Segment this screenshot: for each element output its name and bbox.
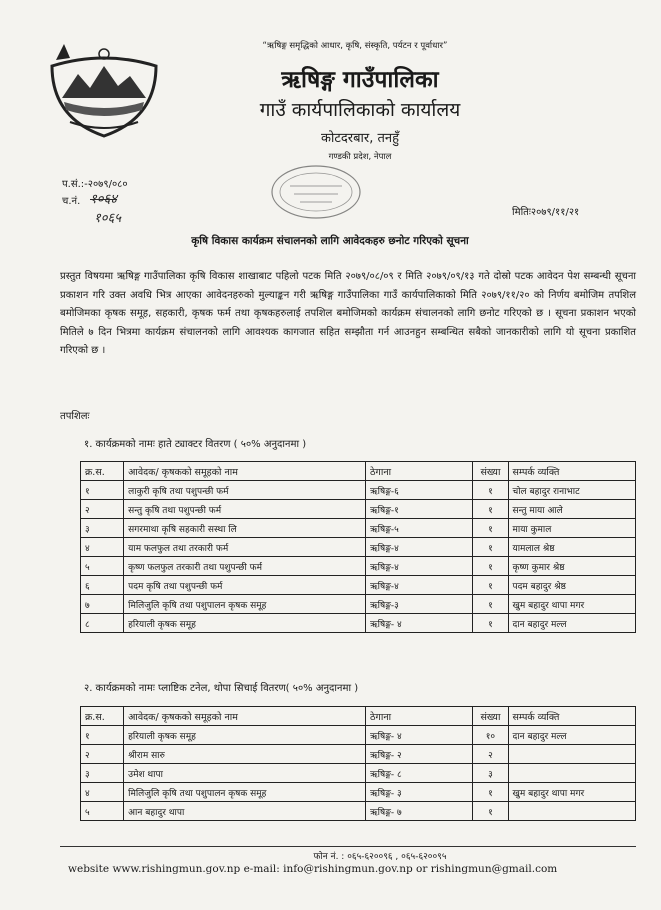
cell-address: ऋषिङ्ग- ७ bbox=[366, 802, 473, 821]
header-contact: सम्पर्क व्यक्ति bbox=[508, 707, 636, 726]
table-row bbox=[81, 745, 636, 764]
cell-serial: १ bbox=[81, 481, 124, 500]
cell-serial: ३ bbox=[81, 764, 124, 783]
table-row bbox=[81, 519, 636, 538]
cell-contact bbox=[508, 745, 636, 764]
cn-label: च.नं. bbox=[62, 196, 81, 207]
footer-phone: फोन नं. : ०६५-६२००९६ , ०६५-६२००९५ bbox=[313, 852, 447, 862]
cell-applicant: सन्तु कृषि तथा पशुपन्छी फर्म bbox=[124, 500, 366, 519]
cn-struck-value: १०६४ bbox=[90, 192, 118, 207]
cell-address: ऋषिङ्ग-३ bbox=[366, 595, 473, 614]
office-seal-stamp-icon bbox=[268, 162, 364, 222]
program-1-rows bbox=[81, 481, 636, 633]
address: कोटदरबार, तनहुँ bbox=[320, 131, 400, 146]
cell-contact bbox=[508, 764, 636, 783]
cell-contact: यामलाल श्रेष्ठ bbox=[508, 538, 636, 557]
header-applicant: आवेदक/ कृषकको समूहको नाम bbox=[124, 462, 366, 481]
cell-applicant: कृष्ण फलफुल तरकारी तथा पशुपन्छी फर्म bbox=[124, 557, 366, 576]
cell-address: ऋषिङ्ग- ३ bbox=[366, 783, 473, 802]
cn-handwritten-value: १०६५ bbox=[94, 211, 122, 226]
table-row bbox=[81, 802, 636, 821]
cell-contact: माया कुमाल bbox=[508, 519, 636, 538]
cell-contact: सन्तु माया आले bbox=[508, 500, 636, 519]
cell-count: १ bbox=[473, 538, 508, 557]
cell-address: ऋषिङ्ग- ८ bbox=[366, 764, 473, 783]
cell-applicant: उमेश थापा bbox=[124, 764, 366, 783]
table-row bbox=[81, 614, 636, 633]
cell-serial: ५ bbox=[81, 557, 124, 576]
cell-count: १० bbox=[473, 726, 508, 745]
cell-serial: २ bbox=[81, 500, 124, 519]
cell-count: १ bbox=[473, 576, 508, 595]
notice-date: मितिः२०७९/११/२१ bbox=[512, 207, 580, 218]
cell-contact: चोल बहादुर रानाभाट bbox=[508, 481, 636, 500]
table-row bbox=[81, 576, 636, 595]
program-1-table bbox=[80, 461, 636, 633]
motto: “ऋषिङ्ग समृद्धिको आधार, कृषि, संस्कृति, पर्यटन र पूर्वाधार” bbox=[262, 41, 448, 51]
cell-contact: खुम बहादुर थापा मगर bbox=[508, 595, 636, 614]
cell-address: ऋषिङ्ग- ४ bbox=[366, 614, 473, 633]
header-count: संख्या bbox=[473, 462, 508, 481]
cell-count: १ bbox=[473, 802, 508, 821]
table-row bbox=[81, 500, 636, 519]
cell-contact: कृष्ण कुमार श्रेष्ठ bbox=[508, 557, 636, 576]
cell-serial: ६ bbox=[81, 576, 124, 595]
nepal-emblem-icon bbox=[48, 40, 160, 140]
table-header-row bbox=[81, 462, 636, 481]
header-serial: क्र.स. bbox=[81, 707, 124, 726]
cell-contact: दान बहादुर मल्ल bbox=[508, 726, 636, 745]
cell-contact: पदम बहादुर श्रेष्ठ bbox=[508, 576, 636, 595]
footer-divider bbox=[60, 846, 636, 847]
cell-address: ऋषिङ्ग-४ bbox=[366, 557, 473, 576]
cell-applicant: आन बहादुर थापा bbox=[124, 802, 366, 821]
cell-count: २ bbox=[473, 745, 508, 764]
table-row bbox=[81, 538, 636, 557]
cell-applicant: सगरमाथा कृषि सहकारी सस्था लि bbox=[124, 519, 366, 538]
program-2-table bbox=[80, 706, 636, 821]
header-serial: क्र.स. bbox=[81, 462, 124, 481]
header-applicant: आवेदक/ कृषकको समूहको नाम bbox=[124, 707, 366, 726]
cell-count: १ bbox=[473, 783, 508, 802]
cell-serial: ४ bbox=[81, 538, 124, 557]
table-row bbox=[81, 595, 636, 614]
cell-serial: १ bbox=[81, 726, 124, 745]
table-row bbox=[81, 557, 636, 576]
cell-applicant: पदम कृषि तथा पशुपन्छी फर्म bbox=[124, 576, 366, 595]
cell-address: ऋषिङ्ग- २ bbox=[366, 745, 473, 764]
header-address: ठेगाना bbox=[366, 707, 473, 726]
cell-count: १ bbox=[473, 500, 508, 519]
cell-serial: ४ bbox=[81, 783, 124, 802]
cell-address: ऋषिङ्ग- ४ bbox=[366, 726, 473, 745]
cell-address: ऋषिङ्ग-४ bbox=[366, 576, 473, 595]
header-address: ठेगाना bbox=[366, 462, 473, 481]
table-row bbox=[81, 481, 636, 500]
header-count: संख्या bbox=[473, 707, 508, 726]
cell-count: १ bbox=[473, 519, 508, 538]
program-1-title: १. कार्यक्रमको नामः हाते ट्याक्टर वितरण ( ५०% अनुदानमा ) bbox=[84, 439, 307, 450]
cell-address: ऋषिङ्ग-४ bbox=[366, 538, 473, 557]
cell-address: ऋषिङ्ग-५ bbox=[366, 519, 473, 538]
header-contact: सम्पर्क व्यक्ति bbox=[508, 462, 636, 481]
cell-applicant: श्रीराम सारु bbox=[124, 745, 366, 764]
cell-address: ऋषिङ्ग-१ bbox=[366, 500, 473, 519]
org-name: ऋषिङ्ग गाउँपालिका bbox=[281, 66, 439, 93]
table-row bbox=[81, 764, 636, 783]
cell-serial: ७ bbox=[81, 595, 124, 614]
cell-count: ३ bbox=[473, 764, 508, 783]
office-name: गाउँ कार्यपालिकाको कार्यालय bbox=[259, 99, 461, 121]
table-row bbox=[81, 783, 636, 802]
footer-contact: website www.rishingmun.gov.np e-mail: info@rishingmun.gov.np or rishingmun@gmail.com bbox=[68, 863, 558, 875]
cell-serial: ८ bbox=[81, 614, 124, 633]
cell-address: ऋषिङ्ग-६ bbox=[366, 481, 473, 500]
cell-applicant: याम फलफुल तथा तरकारी फर्म bbox=[124, 538, 366, 557]
table-row bbox=[81, 726, 636, 745]
notice-body: प्रस्तुत विषयमा ऋषिङ्ग गाउँपालिका कृषि विकास शाखाबाट पहिलो पटक मिति २०७९/०८/०९ र मिति २०७९/०९/१३ गते दोस्रो पटक आवेदन पेश सम्बन्धी सूचना प्रकाशन गरि उक्त अवधि भित्र आएका आवेदनहरुको मुल्याङ्कन गरी ऋषिङ्ग गाउँपालिका गाउँ कार्यपालिकाको मिति २०७९/११/२० को निर्णय बमोजिम तपशिल बमोजिमका कृषक समूह, सहकारी, कृषक फर्म तथा कृषकहरुलाई तपशिल बमोजिमको कार्यक्रम संचालनको लागि छनोट गरिएको छ । सूचना प्रकाशन भएको मितिले ७ दिन भित्रमा कार्यक्रम संचालनको लागि आवश्यक कागजात सहित सम्झौता गर्न आउनहुन सम्बन्धित सबैको जानकारीको लागि यो सूचना प्रकाशित गरिएको छ । bbox=[60, 271, 636, 357]
cell-applicant: हरियाली कृषक समूह bbox=[124, 726, 366, 745]
program-2-title: २. कार्यक्रमको नामः प्लाष्टिक टनेल, थोपा सिचाई वितरण( ५०% अनुदानमा ) bbox=[84, 683, 359, 694]
ps-number: प.सं.:-२०७९/०८० bbox=[62, 179, 128, 190]
cell-serial: २ bbox=[81, 745, 124, 764]
cell-count: १ bbox=[473, 595, 508, 614]
cell-serial: ३ bbox=[81, 519, 124, 538]
cell-applicant: लाकुरी कृषि तथा पशुपन्छी फर्म bbox=[124, 481, 366, 500]
cell-serial: ५ bbox=[81, 802, 124, 821]
cell-contact bbox=[508, 802, 636, 821]
cell-count: १ bbox=[473, 614, 508, 633]
cell-count: १ bbox=[473, 557, 508, 576]
province: गण्डकी प्रदेश, नेपाल bbox=[328, 152, 392, 162]
cell-contact: दान बहादुर मल्ल bbox=[508, 614, 636, 633]
cell-applicant: मिलिजुलि कृषि तथा पशुपालन कृषक समूह bbox=[124, 783, 366, 802]
table-header-row bbox=[81, 707, 636, 726]
notice-subject: कृषि विकास कार्यक्रम संचालनको लागि आवेदकहरु छनोट गरिएको सूचना bbox=[191, 235, 469, 247]
cell-count: १ bbox=[473, 481, 508, 500]
cell-contact: खुम बहादुर थापा मगर bbox=[508, 783, 636, 802]
details-label: तपशिलः bbox=[60, 411, 90, 422]
program-2-rows bbox=[81, 726, 636, 821]
cell-applicant: हरियाली कृषक समूह bbox=[124, 614, 366, 633]
cell-applicant: मिलिजुलि कृषि तथा पशुपालन कृषक समूह bbox=[124, 595, 366, 614]
